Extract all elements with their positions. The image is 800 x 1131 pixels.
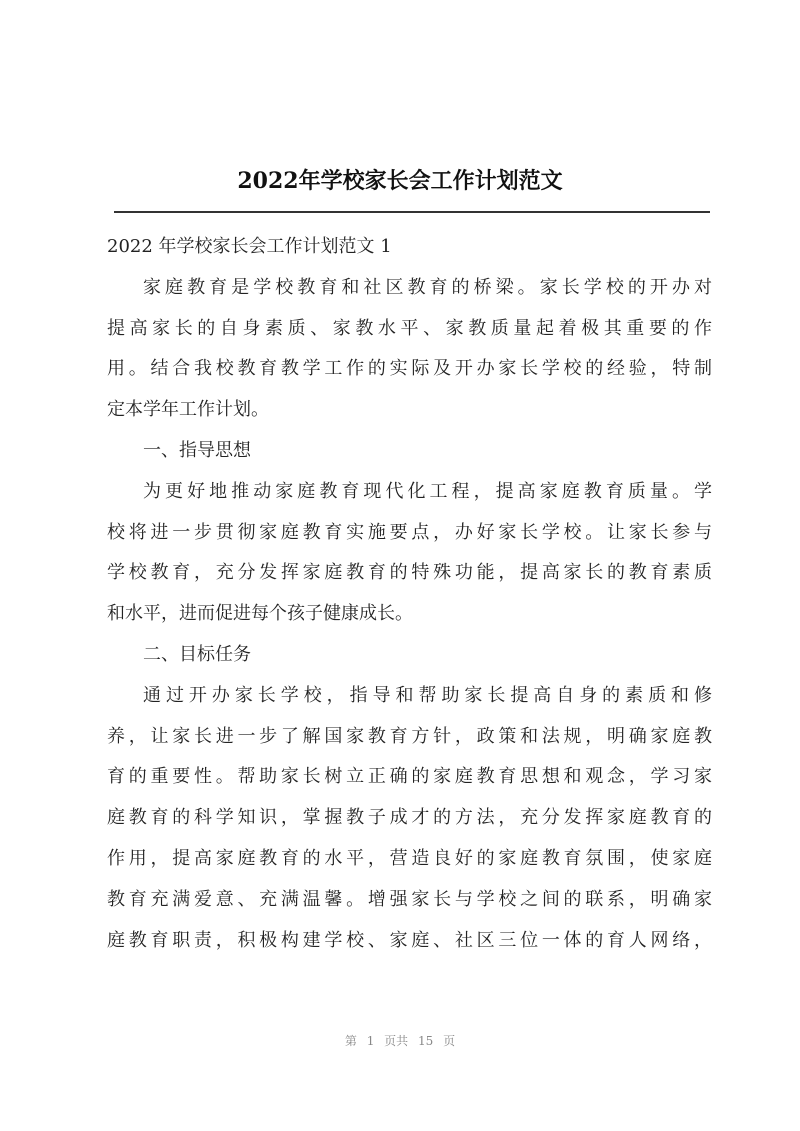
text-line: 育的重要性。帮助家长树立正确的家庭教育思想和观念，学习家: [107, 766, 712, 788]
text-line: 2022 年学校家长会工作计划范文 1: [107, 236, 392, 257]
text-line: 通过开办家长学校，指导和帮助家长提高自身的素质和修: [143, 684, 712, 706]
text-line: 校将进一步贯彻家庭教育实施要点，办好家长学校。让家长参与: [107, 521, 712, 543]
text-line: 和水平，进而促进每个孩子健康成长。: [107, 603, 413, 625]
document-body: [107, 232, 712, 966]
text-line: 提高家长的自身素质、家教水平、家教质量起着极其重要的作: [107, 317, 712, 339]
text-line: 养，让家长进一步了解国家教育方针，政策和法规，明确家庭教: [107, 725, 712, 747]
text-line: 用。结合我校教育教学工作的实际及开办家长学校的经验，特制: [107, 358, 712, 380]
page-footer: 第 1 页共 15 页: [344, 1034, 456, 1048]
text-line: 庭教育职责，积极构建学校、家庭、社区三位一体的育人网络，: [107, 929, 712, 951]
text-line: 庭教育的科学知识，掌握教子成才的方法，充分发挥家庭教育的: [107, 807, 712, 829]
text-line: 作用，提高家庭教育的水平，营造良好的家庭教育氛围，使家庭: [107, 847, 712, 869]
title-divider: [114, 211, 710, 213]
text-line: 家庭教育是学校教育和社区教育的桥梁。家长学校的开办对: [143, 276, 712, 298]
text-line: 教育充满爱意、充满温馨。增强家长与学校之间的联系，明确家: [107, 888, 712, 910]
document-title: 2022年学校家长会工作计划范文: [237, 168, 563, 194]
text-line: 定本学年工作计划。: [107, 399, 269, 421]
text-line: 一、指导思想: [143, 439, 251, 461]
text-line: 二、目标任务: [143, 643, 251, 665]
text-line: 为更好地推动家庭教育现代化工程，提高家庭教育质量。学: [143, 480, 712, 502]
text-line: 学校教育，充分发挥家庭教育的特殊功能，提高家长的教育素质: [107, 562, 712, 584]
